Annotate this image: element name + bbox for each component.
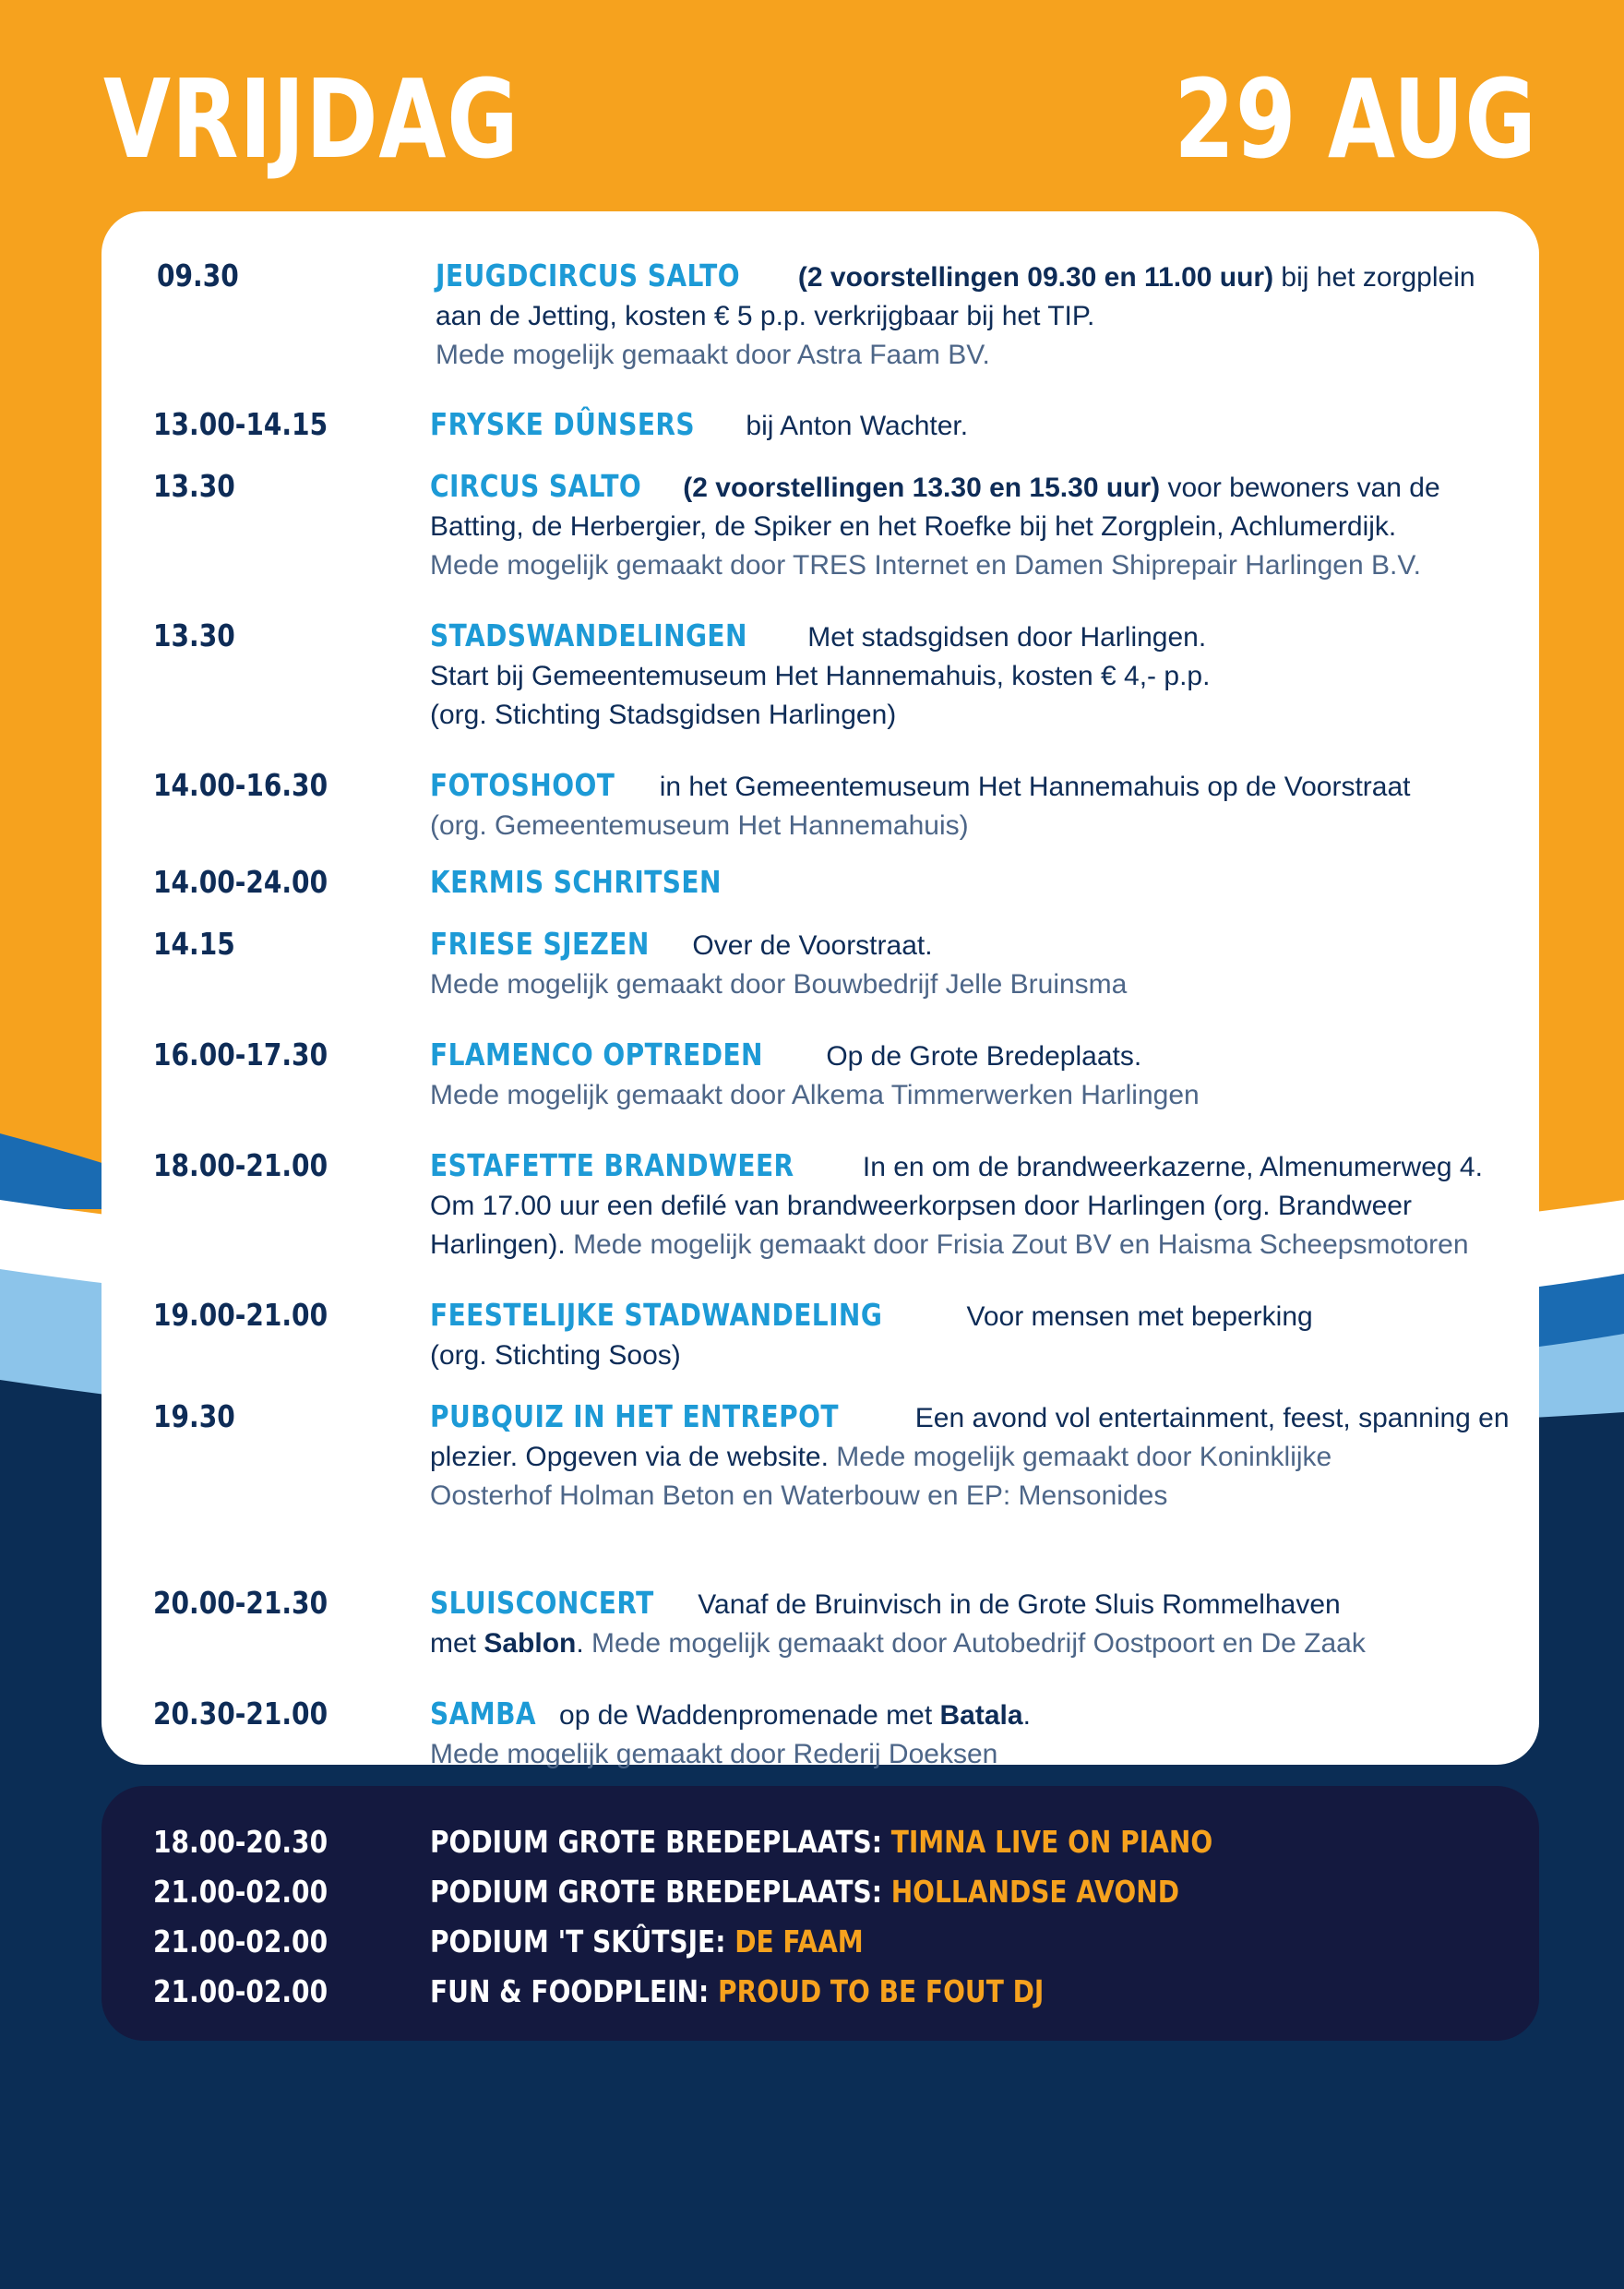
day-heading: VRIJDAG [103,55,519,183]
evening-act: PROUD TO BE FOUT DJ [718,1973,1045,2009]
event-title: FOTOSHOOT [430,767,615,803]
event-body [430,766,1519,845]
event-body [430,925,1519,1004]
event-title: FEESTELIJKE STADWANDELING [430,1297,883,1333]
evening-line [430,1917,864,1967]
event-detail: (org. Stichting Soos) [430,1340,681,1371]
event-title: STADSWANDELINGEN [430,617,747,653]
event-time: 19.00-21.00 [153,1297,328,1333]
event-detail: voor bewoners van de [1160,473,1440,503]
event-detail: bij het zorgplein [1273,262,1475,293]
program-card [102,211,1539,1769]
event-detail: Op de Grote Bredeplaats. [826,1041,1142,1072]
event-body [430,1397,1519,1516]
event-detail: Start bij Gemeentemuseum Het Hannemahuis, kosten € 4,- p.p. [430,661,1211,691]
event-title: ESTAFETTE BRANDWEER [430,1147,794,1183]
event-performer: Batala [939,1700,1023,1731]
event-sponsor: Mede mogelijk gemaakt door Autobedrijf Oostpoort en De Zaak [583,1628,1366,1659]
evening-time: 21.00-02.00 [153,1973,328,2009]
event-body [430,1695,1519,1774]
event-detail: Over de Voorstraat. [692,930,933,961]
evening-act: HOLLANDSE AVOND [890,1874,1179,1910]
event-title: JEUGDCIRCUS SALTO [436,258,740,294]
event-detail: Harlingen). [430,1229,566,1260]
evening-line [430,1967,1044,2017]
event-detail: in het Gemeentemuseum Het Hannemahuis op de Voorstraat [659,772,1411,802]
event-detail-bold: (2 voorstellingen 13.30 en 15.30 uur) [683,473,1161,503]
event-detail: Om 17.00 uur een defilé van brandweerkorpsen door Harlingen (org. Brandweer [430,1191,1412,1221]
event-detail: In en om de brandweerkazerne, Almenumerweg 4. [862,1152,1483,1182]
event-sponsor: Mede mogelijk gemaakt door TRES Internet en Damen Shiprepair Harlingen B.V. [430,550,1421,581]
event-body [430,405,1519,446]
evening-venue: PODIUM GROTE BREDEPLAATS: [430,1824,882,1860]
evening-time: 21.00-02.00 [153,1874,328,1910]
event-time: 13.30 [153,468,235,504]
evening-venue: PODIUM 'T SKÛTSJE: [430,1923,726,1959]
evening-venue: PODIUM GROTE BREDEPLAATS: [430,1874,882,1910]
event-time: 18.00-21.00 [153,1147,328,1183]
event-body [430,1296,1519,1375]
event-sponsor: Mede mogelijk gemaakt door Bouwbedrijf Jelle Bruinsma [430,969,1128,1000]
event-title: SLUISCONCERT [430,1585,654,1621]
event-time: 14.15 [153,926,235,962]
event-time: 14.00-24.00 [153,864,328,900]
evening-time: 18.00-20.30 [153,1824,328,1860]
evening-row [102,1817,1539,1867]
event-detail: Batting, de Herbergier, de Spiker en het Roefke bij het Zorgplein, Achlumerdijk. [430,511,1397,542]
event-detail: (org. Stichting Stadsgidsen Harlingen) [430,700,897,730]
event-detail: bij Anton Wachter. [746,411,969,441]
event-detail: op de Waddenpromenade met [559,1700,940,1731]
event-sponsor: Oosterhof Holman Beton en Waterbouw en EP: Mensonides [430,1480,1168,1511]
evening-row [102,1917,1539,1967]
event-detail: Een avond vol entertainment, feest, spanning en [914,1403,1510,1433]
evening-act: DE FAAM [734,1923,864,1959]
event-title: FRYSKE DÛNSERS [430,406,696,442]
event-title: CIRCUS SALTO [430,468,642,504]
event-body [430,617,1519,735]
event-time: 13.30 [153,617,235,653]
date-heading: 29 AUG [1174,55,1537,183]
event-detail: . [1022,1700,1031,1731]
event-sponsor: (org. Gemeentemuseum Het Hannemahuis) [430,810,969,841]
event-time: 20.00-21.30 [153,1585,328,1621]
evening-venue: FUN & FOODPLEIN: [430,1973,710,2009]
event-sponsor: Mede mogelijk gemaakt door Alkema Timmerwerken Harlingen [430,1080,1200,1110]
event-detail: Voor mensen met beperking [966,1301,1313,1332]
event-body [430,1146,1519,1264]
event-detail: Met stadsgidsen door Harlingen. [807,622,1207,653]
event-time: 16.00-17.30 [153,1037,328,1073]
event-sponsor: Mede mogelijk gemaakt door Koninklijke [828,1442,1332,1472]
evening-act: TIMNA LIVE ON PIANO [890,1824,1213,1860]
event-time: 20.30-21.00 [153,1696,328,1732]
evening-line [430,1817,1212,1867]
event-detail: Vanaf de Bruinvisch in de Grote Sluis Rommelhaven [698,1589,1341,1620]
event-time: 19.30 [153,1398,235,1434]
event-performer: Sablon [484,1628,577,1659]
event-title: PUBQUIZ IN HET ENTREPOT [430,1398,839,1434]
event-body [430,467,1519,585]
event-title: FRIESE SJEZEN [430,926,650,962]
event-detail: . [576,1628,584,1659]
event-sponsor: Mede mogelijk gemaakt door Astra Faam BV. [436,340,990,370]
event-body [430,863,1519,904]
event-detail: aan de Jetting, kosten € 5 p.p. verkrijgbaar bij het TIP. [436,301,1095,331]
event-detail: met [430,1628,484,1659]
evening-row [102,1867,1539,1917]
evening-program-panel [102,1786,1539,2041]
event-sponsor: Mede mogelijk gemaakt door Frisia Zout BV en Haisma Scheepsmotoren [565,1229,1469,1260]
event-title: SAMBA [430,1696,537,1732]
event-detail: plezier. Opgeven via de website. [430,1442,829,1472]
event-time: 13.00-14.15 [153,406,328,442]
event-body [430,1584,1519,1663]
evening-line [430,1867,1179,1917]
event-time: 14.00-16.30 [153,767,328,803]
event-title: FLAMENCO OPTREDEN [430,1037,763,1073]
event-body [430,1036,1519,1115]
event-title: KERMIS SCHRITSEN [430,864,722,900]
evening-row [102,1967,1539,2017]
event-detail-bold: (2 voorstellingen 09.30 en 11.00 uur) [797,262,1274,293]
event-body [436,257,1524,375]
evening-time: 21.00-02.00 [153,1923,328,1959]
event-sponsor: Mede mogelijk gemaakt door Rederij Doeksen [430,1739,998,1769]
event-time: 09.30 [157,258,239,294]
